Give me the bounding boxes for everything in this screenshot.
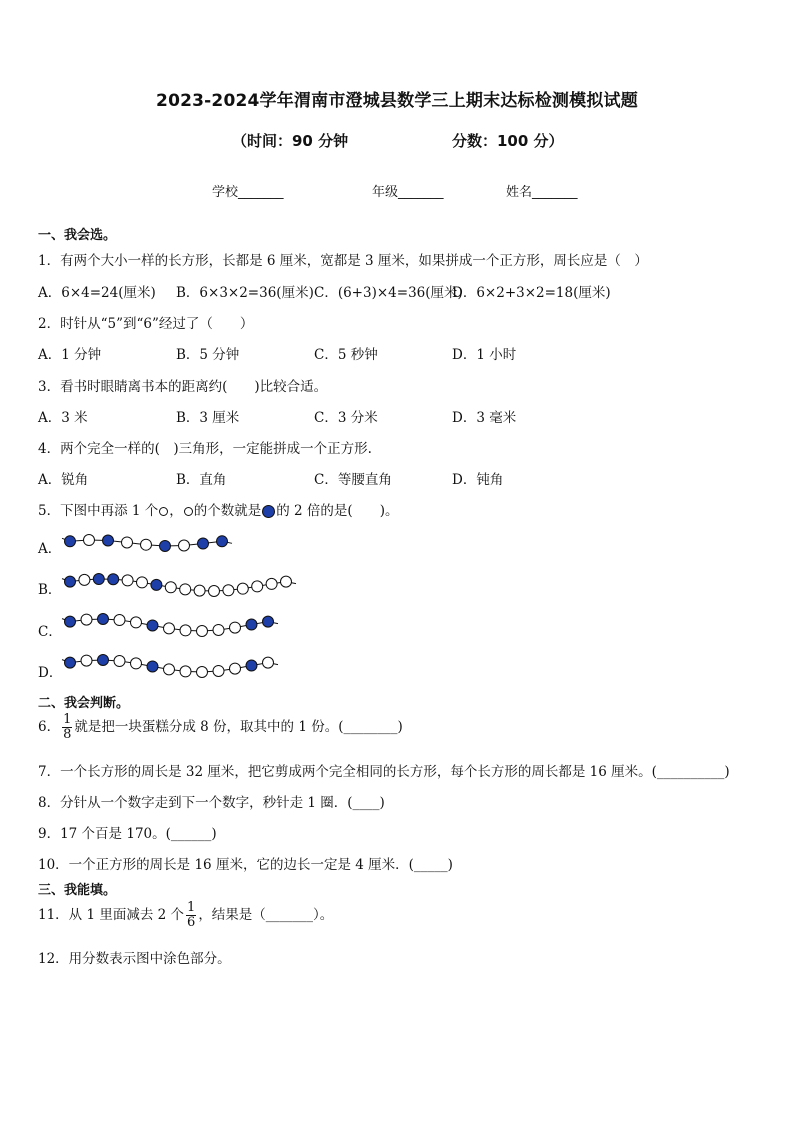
empty-bead [122,575,133,586]
page-title: 2023-2024学年渭南市澄城县数学三上期末达标检测模拟试题 [156,91,638,111]
q5-option-d[interactable]: D． [38,665,63,681]
q5-text-part-3: 的个数就是 [193,503,262,519]
q2-option-b[interactable]: B．5 分钟 [176,347,240,363]
question-12: 12．用分数表示图中涂色部分。 [38,951,231,967]
exam-score: 分数：100 分） [452,132,564,150]
q1-option-d[interactable]: D．6×2+3×2=18(厘米) [452,285,611,301]
q11-text-pre: 11．从 1 里面减去 2 个 [38,907,185,923]
empty-bead [180,666,191,677]
filled-bead [160,540,171,551]
empty-bead [122,537,133,548]
empty-bead [197,625,208,636]
filled-bead [263,616,274,627]
filled-bead [65,657,76,668]
empty-bead [164,623,175,634]
empty-bead [209,585,220,596]
bead-string-c [60,608,290,642]
q1-option-a[interactable]: A．6×4=24(厘米) [38,285,156,301]
q2-option-d[interactable]: D．1 小时 [452,347,517,363]
fraction-denominator: 8 [63,727,72,742]
empty-bead [114,656,125,667]
q1-option-b[interactable]: B．6×3×2=36(厘米) [176,285,314,301]
question-1: 1．有两个大小一样的长方形，长都是 6 厘米，宽都是 3 厘米，如果拼成一个正方形，周长应是（ ） [38,253,648,269]
q5-text-part-2: ， [169,503,183,519]
q1-option-c[interactable]: C．(6+3)×4=36(厘米) [314,285,463,301]
q4-option-b[interactable]: B．直角 [176,472,227,488]
q3-option-c[interactable]: C．3 分米 [314,410,378,426]
section-heading-fill: 三、我能填。 [38,883,117,898]
empty-bead [223,585,234,596]
q6-text: 就是把一块蛋糕分成 8 份，取其中的 1 份。(________) [74,719,403,735]
filled-bead [147,661,158,672]
q3-option-d[interactable]: D．3 毫米 [452,410,517,426]
empty-bead [252,581,263,592]
question-5 [38,499,398,519]
empty-bead [84,535,95,546]
empty-bead [213,624,224,635]
filled-bead [103,535,114,546]
q2-option-a[interactable]: A．1 分钟 [38,347,102,363]
filled-bead [147,620,158,631]
name-field: 姓名_______ [506,185,578,200]
empty-bead [180,584,191,595]
q6-number: 6． [38,719,61,735]
fraction-numerator: 1 [63,712,72,727]
question-2: 2．时针从“5”到“6”经过了（ ） [38,316,254,332]
q4-option-d[interactable]: D．钝角 [452,472,504,488]
question-11 [38,901,333,930]
filled-bead-icon [262,505,275,518]
question-6 [38,713,403,742]
q5-option-a[interactable]: A． [38,541,62,557]
bead-string-a [60,528,260,558]
empty-bead [263,657,274,668]
empty-bead [164,664,175,675]
question-8: 8．分针从一个数字走到下一个数字，秒针走 1 圈．(____) [38,795,385,811]
empty-bead [114,615,125,626]
empty-bead [180,625,191,636]
question-4: 4．两个完全一样的( )三角形，一定能拼成一个正方形. [38,441,372,457]
fraction-one-sixth [186,901,196,930]
q5-option-b[interactable]: B． [38,582,62,598]
q3-option-a[interactable]: A．3 米 [38,410,88,426]
empty-bead [81,614,92,625]
question-10: 10．一个正方形的周长是 16 厘米，它的边长一定是 4 厘米．(_____) [38,857,453,873]
empty-bead [230,663,241,674]
question-9: 9．17 个百是 170。(______) [38,826,217,842]
empty-bead-icon [184,507,193,516]
empty-bead [230,622,241,633]
section-heading-choose: 一、我会选。 [38,228,117,243]
filled-bead [65,576,76,587]
empty-bead [281,576,292,587]
filled-bead [151,579,162,590]
q4-option-c[interactable]: C．等腰直角 [314,472,392,488]
question-3: 3．看书时眼睛离书本的距离约( )比较合适。 [38,379,328,395]
filled-bead [65,616,76,627]
q4-option-a[interactable]: A．锐角 [38,472,89,488]
empty-bead [141,539,152,550]
filled-bead [65,536,76,547]
section-heading-judge: 二、我会判断。 [38,696,130,711]
filled-bead [98,614,109,625]
empty-bead [79,574,90,585]
question-7: 7．一个长方形的周长是 32 厘米，把它剪成两个完全相同的长方形，每个长方形的周长都是 16 厘米。(__________) [38,764,730,780]
exam-time: （时间：90 分钟 [232,132,349,150]
q5-option-c[interactable]: C． [38,624,62,640]
fraction-denominator: 6 [187,915,196,930]
empty-bead [213,665,224,676]
q3-option-b[interactable]: B．3 厘米 [176,410,240,426]
filled-bead [98,655,109,666]
empty-bead [81,655,92,666]
empty-bead [131,658,142,669]
empty-bead [137,577,148,588]
q2-option-c[interactable]: C．5 秒钟 [314,347,378,363]
filled-bead [108,574,119,585]
empty-bead [237,583,248,594]
filled-bead [246,660,257,671]
bead-string-b [60,568,300,602]
fraction-one-eighth [62,713,72,742]
filled-bead [93,574,104,585]
bead-string-d [60,650,280,682]
filled-bead [198,538,209,549]
q11-text-post: ，结果是（_______）。 [198,907,334,923]
empty-bead [179,540,190,551]
grade-field: 年级_______ [372,185,444,200]
filled-bead [246,619,257,630]
empty-bead [131,617,142,628]
empty-bead [266,578,277,589]
empty-bead-icon [159,507,168,516]
school-field: 学校_______ [212,185,284,200]
q5-text-part-1: 5．下图中再添 1 个 [38,503,159,519]
filled-bead [217,536,228,547]
empty-bead [194,585,205,596]
empty-bead [165,582,176,593]
fraction-numerator: 1 [187,900,196,915]
q5-text-part-4: 的 2 倍的是( )。 [276,503,399,519]
empty-bead [197,666,208,677]
